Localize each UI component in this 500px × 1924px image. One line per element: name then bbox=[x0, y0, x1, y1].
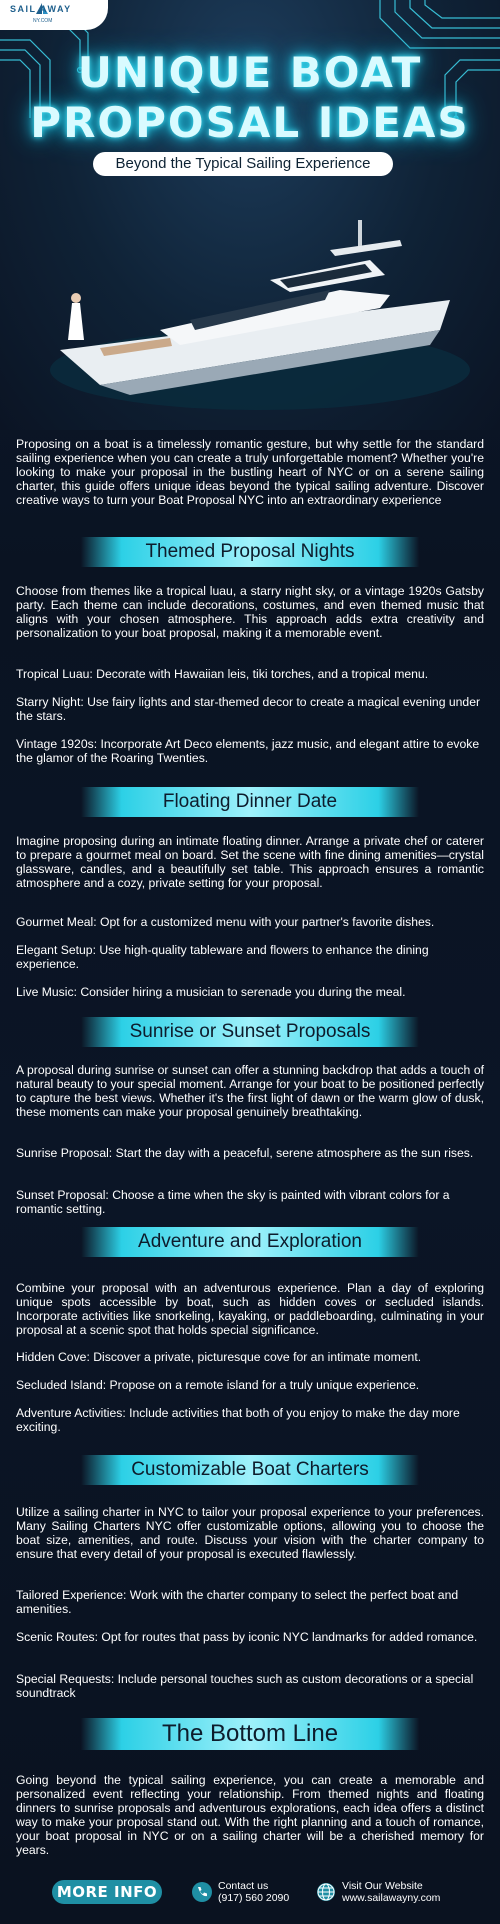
intro-paragraph: Proposing on a boat is a timelessly romantic gesture, but why settle for the standard sailing experience when you can create a truly unforgettable moment? Whether you're looking to make your proposal in the bustling heart of NYC or on a serene sailing charter, this guide offers unique ideas beyond the typical sailing adventure. Discover creative ways to turn your Boat Proposal NYC into an extraordinary experience bbox=[16, 437, 484, 507]
list-item: Starry Night: Use fairy lights and star-themed decor to create a magical evening under the stars. bbox=[16, 695, 481, 723]
website-link[interactable]: www.sailawayny.com bbox=[342, 1892, 441, 1904]
list-item: Secluded Island: Propose on a remote island for a truly unique experience. bbox=[16, 1378, 420, 1392]
logo-text: SAIL AWAY bbox=[10, 4, 72, 14]
list-item: Scenic Routes: Opt for routes that pass by iconic NYC landmarks for added romance. bbox=[16, 1630, 478, 1644]
list-item: Special Requests: Include personal touches such as custom decorations or a special soundtrack bbox=[16, 1672, 474, 1700]
website-label: Visit Our Website bbox=[342, 1880, 423, 1892]
section-heading-adventure: Adventure and Exploration bbox=[81, 1227, 419, 1257]
contact-label: Contact us bbox=[218, 1880, 269, 1892]
title-line-1: UNIQUE BOAT bbox=[77, 48, 423, 97]
section-body: Combine your proposal with an adventurous experience. Plan a day of exploring unique spots accessible by boat, such as hidden coves or secluded islands. Incorporate activities like snorkeling, kayaking, or paddleboarding, culminating in your proposal at a scenic spot that holds special significance. bbox=[16, 1281, 484, 1337]
contact-phone[interactable]: (917) 560 2090 bbox=[218, 1892, 290, 1904]
section-body: Imagine proposing during an intimate floating dinner. Arrange a private chef or caterer to prepare a gourmet meal on board. Set the scene with fine dining amenities—crystal glassware, candles, and a beautifully set table. This approach ensures a romantic atmosphere and a cozy, private setting for your proposal. bbox=[16, 834, 484, 890]
list-item: Tropical Luau: Decorate with Hawaiian leis, tiki torches, and a tropical menu. bbox=[16, 667, 429, 681]
section-heading-floating-dinner: Floating Dinner Date bbox=[81, 787, 419, 817]
yacht-image bbox=[40, 180, 470, 420]
list-item: Vintage 1920s: Incorporate Art Deco elements, jazz music, and elegant attire to evoke the glamor of the Roaring Twenties. bbox=[16, 737, 480, 765]
section-body: A proposal during sunrise or sunset can offer a stunning backdrop that adds a touch of natural beauty to your special moment. Arrange for your boat to be positioned perfectly to capture the best views. Whether it's the first light of dawn or the warm glow of dusk, these moments can make your proposal genuinely breathtaking. bbox=[16, 1063, 484, 1119]
section-heading-themed-nights: Themed Proposal Nights bbox=[81, 537, 419, 567]
section-body: Going beyond the typical sailing experience, you can create a memorable and personalized event reflecting your relationship. From themed nights and floating dinners to sunrise proposals and adventurous explorations, each idea offers a distinct way to make your proposal stand out. With the right planning and a touch of romance, your boat proposal in NYC or on a sailing charter will be a cherished memory for years. bbox=[16, 1773, 484, 1857]
list-item: Elegant Setup: Use high-quality tableware and flowers to enhance the dining experience. bbox=[16, 943, 429, 971]
section-heading-bottom-line: The Bottom Line bbox=[81, 1718, 419, 1750]
hero-subtitle: Beyond the Typical Sailing Experience bbox=[93, 152, 393, 176]
page-title bbox=[0, 48, 500, 148]
phone-icon bbox=[192, 1882, 212, 1902]
section-heading-charters: Customizable Boat Charters bbox=[81, 1455, 419, 1485]
list-item: Live Music: Consider hiring a musician to serenade you during the meal. bbox=[16, 985, 406, 999]
list-item: Sunrise Proposal: Start the day with a peaceful, serene atmosphere as the sun rises. bbox=[16, 1146, 474, 1160]
list-item: Adventure Activities: Include activities that both of you enjoy to make the day more exciting. bbox=[16, 1406, 460, 1434]
hero-section bbox=[0, 0, 500, 430]
more-info-button[interactable]: MORE INFO bbox=[52, 1880, 162, 1904]
section-body: Utilize a sailing charter in NYC to tailor your proposal experience to your preferences. Many Sailing Charters NYC offer customizable options, allowing you to choose the boat size, amenities, and route. Discuss your vision with the charter company to ensure that every detail of your proposal is executed flawlessly. bbox=[16, 1505, 484, 1561]
list-item: Gourmet Meal: Opt for a customized menu with your partner's favorite dishes. bbox=[16, 915, 435, 929]
section-body: Choose from themes like a tropical luau, a starry night sky, or a vintage 1920s Gatsby party. Each theme can include decorations, costumes, and even themed music that aligns with your chosen atmosphere. This approach adds extra creativity and personalization to your boat proposal, making it a memorable event. bbox=[16, 584, 484, 640]
logo-subtext: NY.COM bbox=[33, 18, 53, 24]
list-item: Tailored Experience: Work with the charter company to select the perfect boat and amenities. bbox=[16, 1588, 459, 1616]
section-heading-sunrise-sunset: Sunrise or Sunset Proposals bbox=[81, 1017, 419, 1047]
title-line-2: PROPOSAL IDEAS bbox=[30, 98, 470, 147]
list-item: Hidden Cove: Discover a private, picturesque cove for an intimate moment. bbox=[16, 1350, 422, 1364]
brand-logo[interactable] bbox=[0, 0, 108, 30]
list-item: Sunset Proposal: Choose a time when the sky is painted with vibrant colors for a romantic setting. bbox=[16, 1188, 450, 1216]
globe-icon bbox=[316, 1882, 336, 1902]
